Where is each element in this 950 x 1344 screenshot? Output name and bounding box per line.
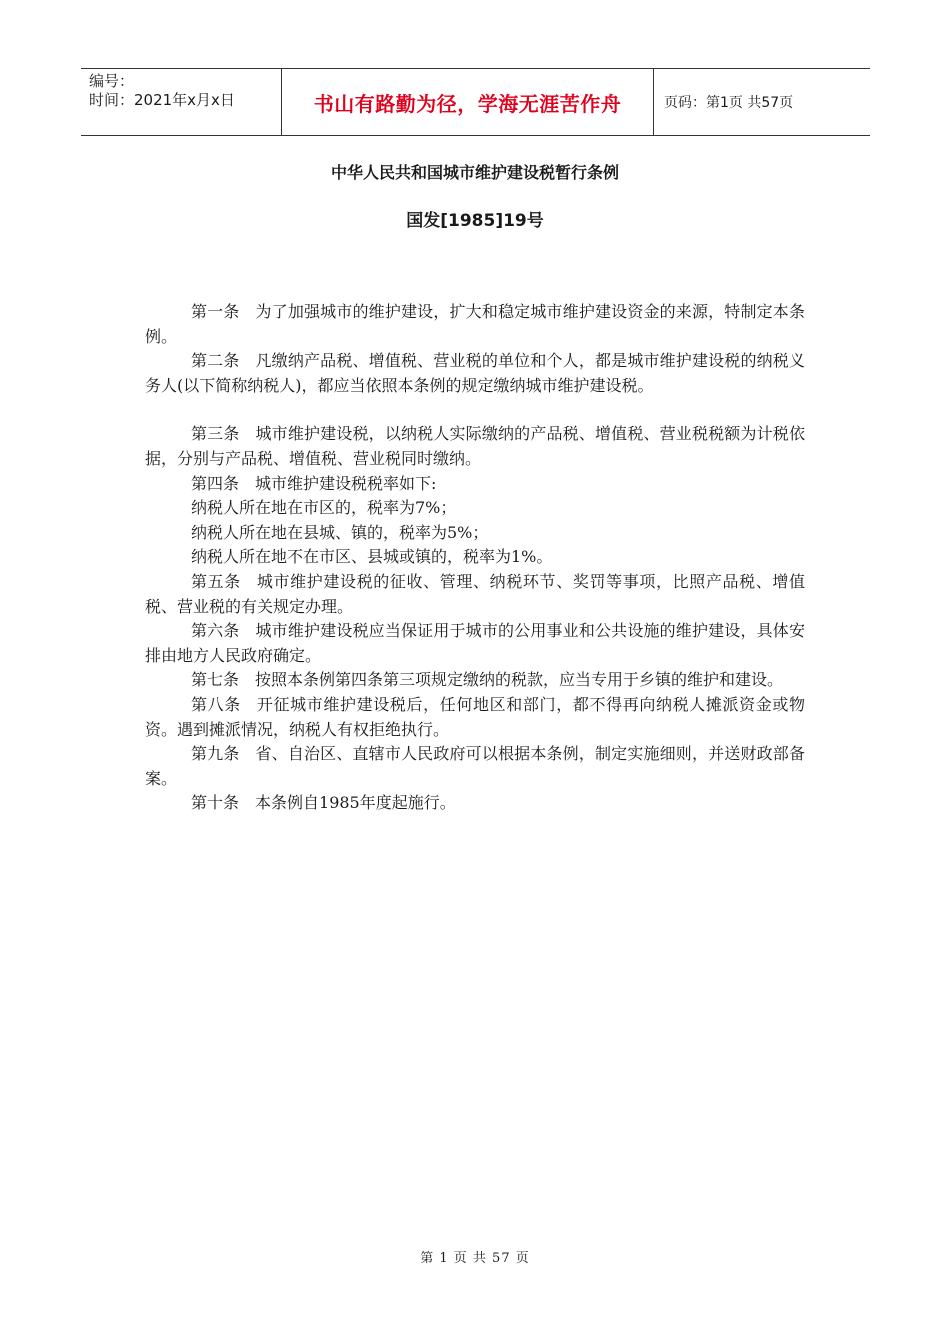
article-paragraph	[145, 472, 805, 497]
page-info-text: 页码：第1页 共57页	[664, 95, 794, 111]
article-label: 第十条	[191, 793, 240, 813]
number-label: 编号：	[89, 72, 135, 90]
article-paragraph	[145, 349, 805, 398]
article-text: 城市维护建设税税率如下:	[255, 473, 437, 493]
article-paragraph	[145, 570, 805, 619]
article-label: 第八条	[191, 694, 241, 714]
document-body	[145, 300, 805, 816]
article-label: 第九条	[191, 744, 240, 764]
article-text: 城市维护建设税应当保证用于城市的公用事业和公共设施的维护建设，具体安排由地方人民政府确定。	[145, 621, 805, 665]
article-label: 第七条	[191, 670, 240, 690]
document-title: 中华人民共和国城市维护建设税暂行条例	[330, 163, 619, 182]
rate-text: 纳税人所在地在市区的，税率为7%；	[191, 498, 457, 518]
header-meta	[81, 69, 281, 135]
article-paragraph	[145, 422, 805, 471]
rate-line	[145, 496, 805, 521]
article-paragraph	[145, 668, 805, 693]
article-label: 第六条	[191, 621, 240, 641]
footer-page-number: 第 1 页 共 57 页	[420, 1251, 530, 1266]
article-label: 第三条	[191, 424, 240, 444]
article-paragraph	[145, 300, 805, 349]
article-paragraph	[145, 791, 805, 816]
motto-text: 书山有路勤为径，学海无涯苦作舟	[313, 91, 622, 116]
article-label: 第一条	[191, 302, 240, 321]
article-label: 第二条	[191, 351, 240, 371]
article-label: 第五条	[191, 571, 241, 591]
page-footer	[0, 1247, 950, 1266]
article-text: 按照本条例第四条第三项规定缴纳的税款，应当专用于乡镇的维护和建设。	[255, 670, 784, 690]
article-text: 开征城市维护建设税后，任何地区和部门，都不得再向纳税人摊派资金或物资。遇到摊派情况，纳税人有权拒绝执行。	[145, 694, 805, 739]
article-paragraph	[145, 693, 805, 742]
article-text: 凡缴纳产品税、增值税、营业税的单位和个人，都是城市维护建设税的纳税义务人(以下简称纳税人)，都应当依照本条例的规定缴纳城市维护建设税。	[145, 351, 805, 395]
article-text: 城市维护建设税的征收、管理、纳税环节、奖罚等事项，比照产品税、增值税、营业税的有关规定办理。	[145, 571, 805, 616]
article-paragraph	[145, 742, 805, 791]
time-label: 时间：2021年x月x日	[89, 91, 235, 109]
page-header	[81, 68, 870, 136]
article-text: 为了加强城市的维护建设，扩大和稳定城市维护建设资金的来源，特制定本条例。	[145, 302, 805, 346]
article-paragraph	[145, 619, 805, 668]
article-label: 第四条	[191, 473, 240, 493]
header-page-info	[654, 69, 870, 135]
rate-text: 纳税人所在地不在市区、县城或镇的，税率为1%。	[191, 547, 553, 567]
article-text: 省、自治区、直辖市人民政府可以根据本条例，制定实施细则，并送财政部备案。	[145, 744, 805, 788]
rate-line	[145, 545, 805, 570]
rate-line	[145, 521, 805, 546]
article-text: 城市维护建设税，以纳税人实际缴纳的产品税、增值税、营业税税额为计税依据，分别与产品税、增值税、营业税同时缴纳。	[145, 424, 805, 468]
article-text: 本条例自1985年度起施行。	[255, 793, 456, 813]
rate-text: 纳税人所在地在县城、镇的，税率为5%；	[191, 522, 489, 542]
header-motto	[281, 69, 654, 135]
document-number: 国发[1985]19号	[406, 211, 544, 231]
